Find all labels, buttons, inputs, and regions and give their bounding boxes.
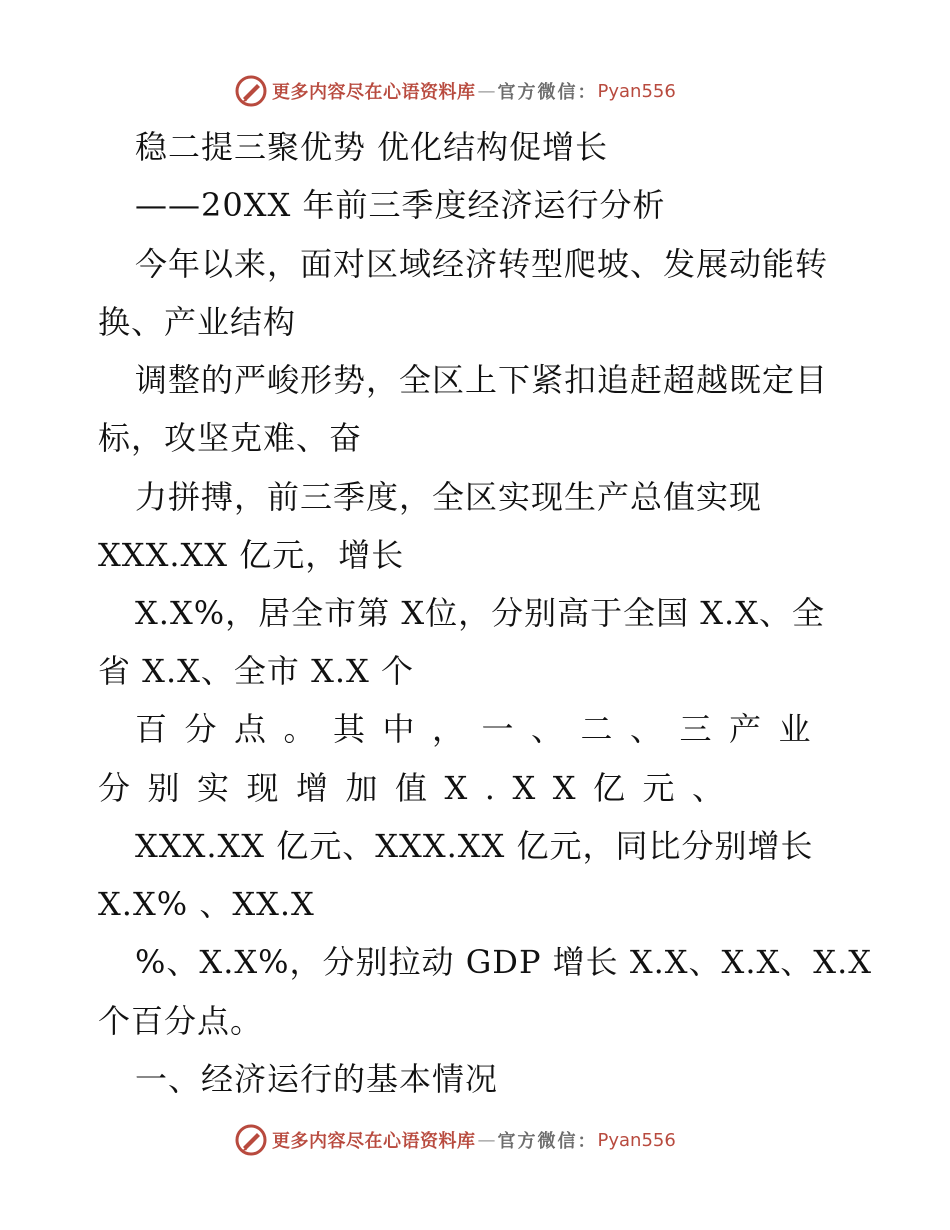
paragraph-line: 力拼搏，前三季度，全区实现生产总值实现	[135, 478, 763, 516]
paragraph-line: XXX.XX 亿元，增长	[98, 536, 405, 574]
paragraph-line: 今年以来，面对区域经济转型爬坡、发展动能转	[135, 245, 829, 283]
logo-icon	[234, 74, 268, 108]
watermark-wechat-label: 官方微信：	[497, 1131, 598, 1152]
paragraph-line: X.X% 、XX.X	[98, 885, 315, 923]
watermark-main-text: 更多内容尽在心语资料库	[272, 82, 476, 103]
paragraph-line: 换、产业结构	[98, 303, 297, 341]
watermark-separator: —	[477, 1129, 496, 1151]
paragraph-line: 百分点。其中，一、二、三产业	[135, 710, 829, 748]
paragraph-line: 调整的严峻形势，全区上下紧扣追赶超越既定目	[135, 361, 829, 399]
paragraph-line: 省 X.X、全市 X.X 个	[98, 652, 414, 690]
paragraph-line: XXX.XX 亿元、XXX.XX 亿元，同比分别增长	[135, 827, 814, 865]
paragraph-line: 分别实现增加值X.XX亿元、	[98, 769, 742, 807]
document-title: 稳二提三聚优势 优化结构促增长	[135, 128, 609, 166]
paragraph-line: %、X.X%，分别拉动 GDP 增长 X.X、X.X、X.X	[135, 943, 873, 981]
document-subtitle: ——20XX 年前三季度经济运行分析	[135, 186, 666, 224]
paragraph-line: X.X%，居全市第 X位，分别高于全国 X.X、全	[135, 594, 826, 632]
section-heading: 一、经济运行的基本情况	[135, 1060, 499, 1098]
logo-icon	[234, 1123, 268, 1157]
paragraph-line: 标，攻坚克难、奋	[98, 419, 363, 457]
watermark-wechat-id: Pyan556	[597, 1129, 676, 1151]
watermark-main-text: 更多内容尽在心语资料库	[272, 1131, 476, 1152]
paragraph-line: 个百分点。	[98, 1002, 264, 1040]
watermark-separator: —	[477, 80, 496, 102]
footer-watermark	[234, 1123, 676, 1157]
watermark-wechat-label: 官方微信：	[497, 82, 598, 103]
watermark-wechat-id: Pyan556	[597, 80, 676, 102]
header-watermark	[234, 74, 676, 108]
